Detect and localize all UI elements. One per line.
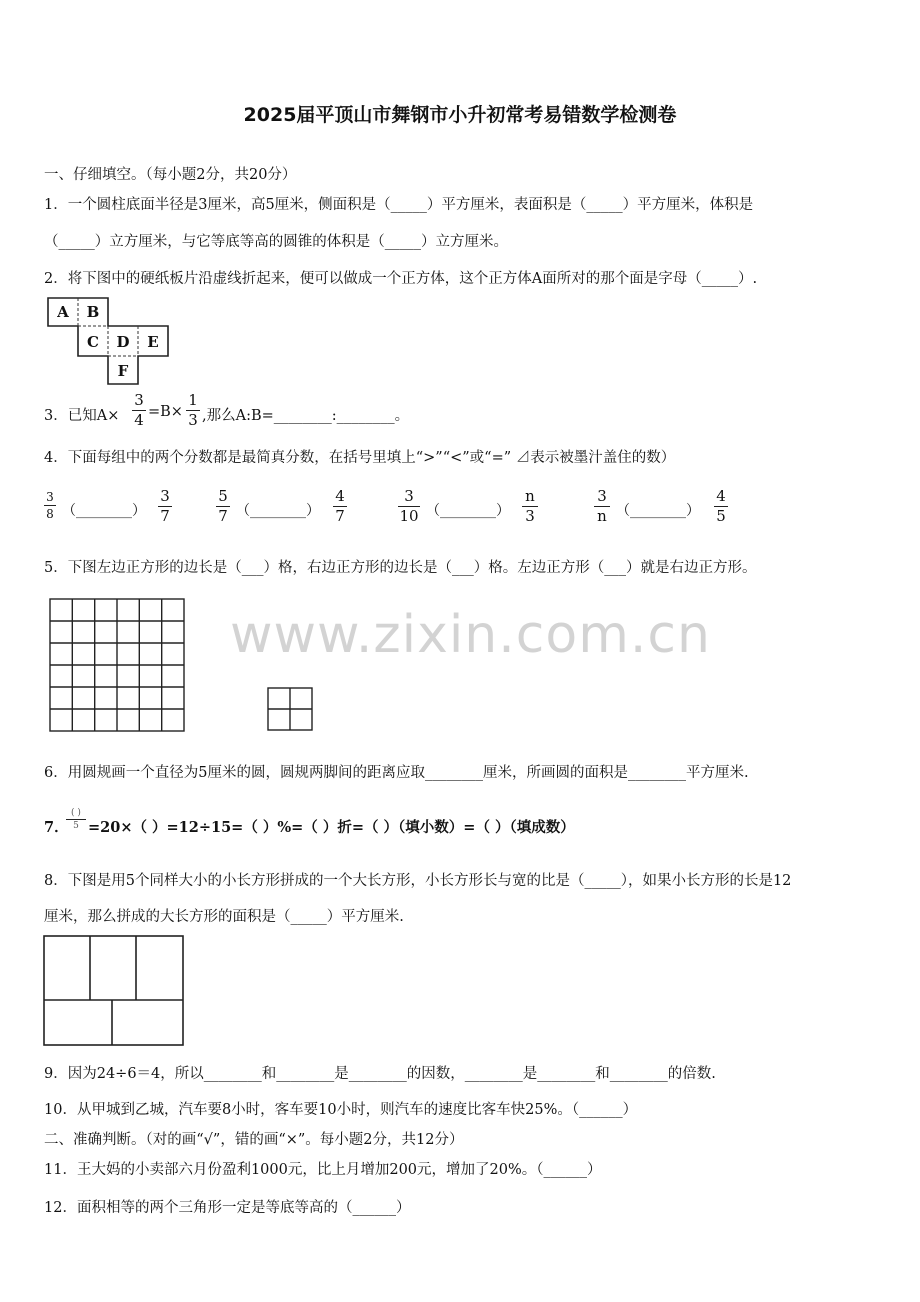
question-11: 11．王大妈的小卖部六月份盈利1000元，比上月增加200元，增加了20%。（______） <box>44 1162 602 1178</box>
question-3-suffix: ,那么A:B=________:________。 <box>202 408 410 424</box>
question-3-mid: =B× <box>148 404 183 420</box>
cube-net-figure <box>44 294 174 386</box>
question-2: 2．将下图中的硬纸板片沿虚线折起来，便可以做成一个正方体，这个正方体A面所对的那个面是字母（_____）. <box>44 271 758 287</box>
question-1-line-1: 1．一个圆柱底面半径是3厘米，高5厘米，侧面积是（_____）平方厘米，表面积是（_____）平方厘米，体积是 <box>44 197 754 213</box>
right-square-grid <box>266 686 314 732</box>
face-f: F <box>117 362 129 380</box>
question-4: 4．下面每组中的两个分数都是最简真分数，在括号里填上“>”“<”或“=” ⊿表示被墨汁盖住的数） <box>44 450 676 466</box>
question-9: 9．因为24÷6＝4，所以________和________是________的因数，________是________和________的倍数. <box>44 1066 716 1082</box>
face-d: D <box>116 333 130 351</box>
question-12: 12．面积相等的两个三角形一定是等底等高的（______） <box>44 1200 411 1216</box>
left-square-grid <box>48 597 188 733</box>
question-3-fraction-2: 1 3 <box>186 392 200 429</box>
face-b: B <box>86 303 100 321</box>
watermark-text: www.zixin.com.cn <box>230 605 711 665</box>
question-8-line-2: 厘米，那么拼成的大长方形的面积是（_____）平方厘米. <box>44 909 404 925</box>
question-6: 6．用圆规画一个直径为5厘米的圆，圆规两脚间的距离应取________厘米，所画圆的面积是________平方厘米. <box>44 765 749 781</box>
rectangle-tiling-figure <box>42 934 186 1048</box>
question-3-prefix: 3．已知A× <box>44 408 120 424</box>
question-1-line-2: （_____）立方厘米，与它等底等高的圆锥的体积是（_____）立方厘米。 <box>44 234 508 250</box>
question-3-fraction-1: 3 4 <box>132 392 146 429</box>
question-7-prefix: 7． <box>44 819 69 836</box>
section-1-heading: 一、仔细填空。（每小题2分，共20分） <box>44 167 297 183</box>
question-5: 5．下图左边正方形的边长是（___）格，右边正方形的边长是（___）格。左边正方形（___）就是右边正方形。 <box>44 560 757 576</box>
face-a: A <box>57 303 69 321</box>
question-8-line-1: 8．下图是用5个同样大小的小长方形拼成的一个大长方形，小长方形长与宽的比是（_____），如果小长方形的长是12 <box>44 873 792 889</box>
question-7-rest: =20×（ ）=12÷15=（ ）%=（ ）折=（ ）（填小数）=（ ）（填成数） <box>88 819 575 836</box>
question-10: 10．从甲城到乙城，汽车要8小时，客车要10小时，则汽车的速度比客车快25%。（______） <box>44 1102 638 1118</box>
face-c: C <box>87 333 99 351</box>
page-title: 2025届平顶山市舞钢市小升初常考易错数学检测卷 <box>243 104 677 126</box>
question-7-fraction: ( ) 5 <box>66 808 86 831</box>
face-e: E <box>147 333 159 351</box>
section-2-heading: 二、准确判断。（对的画“√”，错的画“×”。每小题2分，共12分） <box>44 1132 464 1148</box>
